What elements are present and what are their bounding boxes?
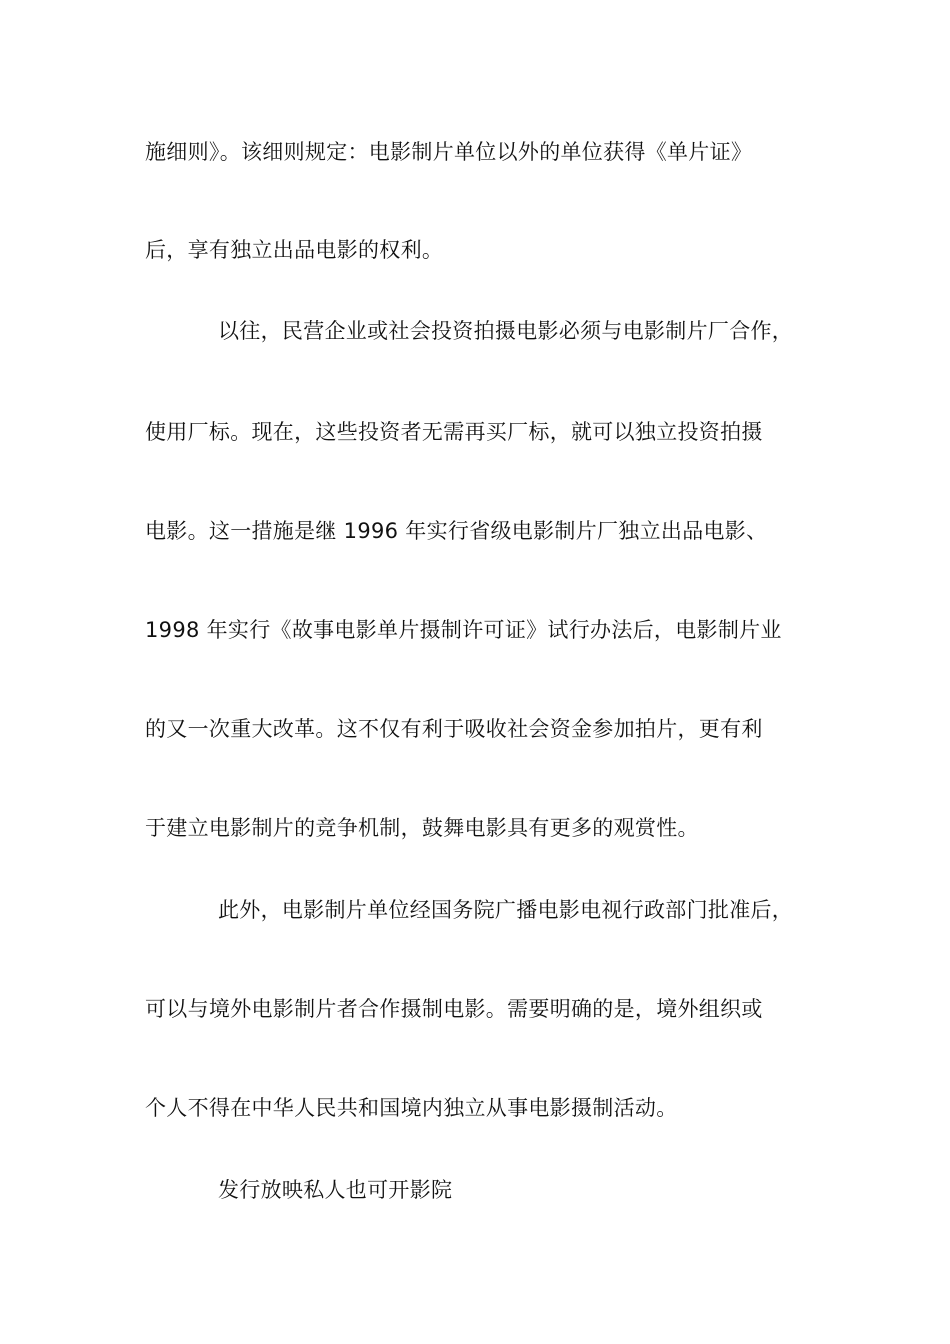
text-line-9: 此外，电影制片单位经国务院广播电影电视行政部门批准后， (218, 898, 794, 922)
text-line-4: 使用厂标。现在，这些投资者无需再买厂标，就可以独立投资拍摄 (145, 420, 763, 444)
section-heading: 发行放映私人也可开影院 (218, 1178, 453, 1202)
text-line-10: 可以与境外电影制片者合作摄制电影。需要明确的是，境外组织或 (145, 997, 763, 1021)
text-line-8: 于建立电影制片的竞争机制，鼓舞电影具有更多的观赏性。 (145, 816, 699, 840)
text-line-6: 1998 年实行《故事电影单片摄制许可证》试行办法后，电影制片业 (145, 618, 782, 642)
text-line-7: 的又一次重大改革。这不仅有利于吸收社会资金参加拍片，更有利 (145, 717, 763, 741)
text-line-3: 以往，民营企业或社会投资拍摄电影必须与电影制片厂合作， (218, 319, 794, 343)
text-line-5: 电影。这一措施是继 1996 年实行省级电影制片厂独立出品电影、 (145, 519, 768, 543)
text-line-11: 个人不得在中华人民共和国境内独立从事电影摄制活动。 (145, 1096, 678, 1120)
text-line-2: 后，享有独立出品电影的权利。 (145, 238, 444, 262)
text-line-1: 施细则》。该细则规定：电影制片单位以外的单位获得《单片证》 (145, 140, 753, 164)
